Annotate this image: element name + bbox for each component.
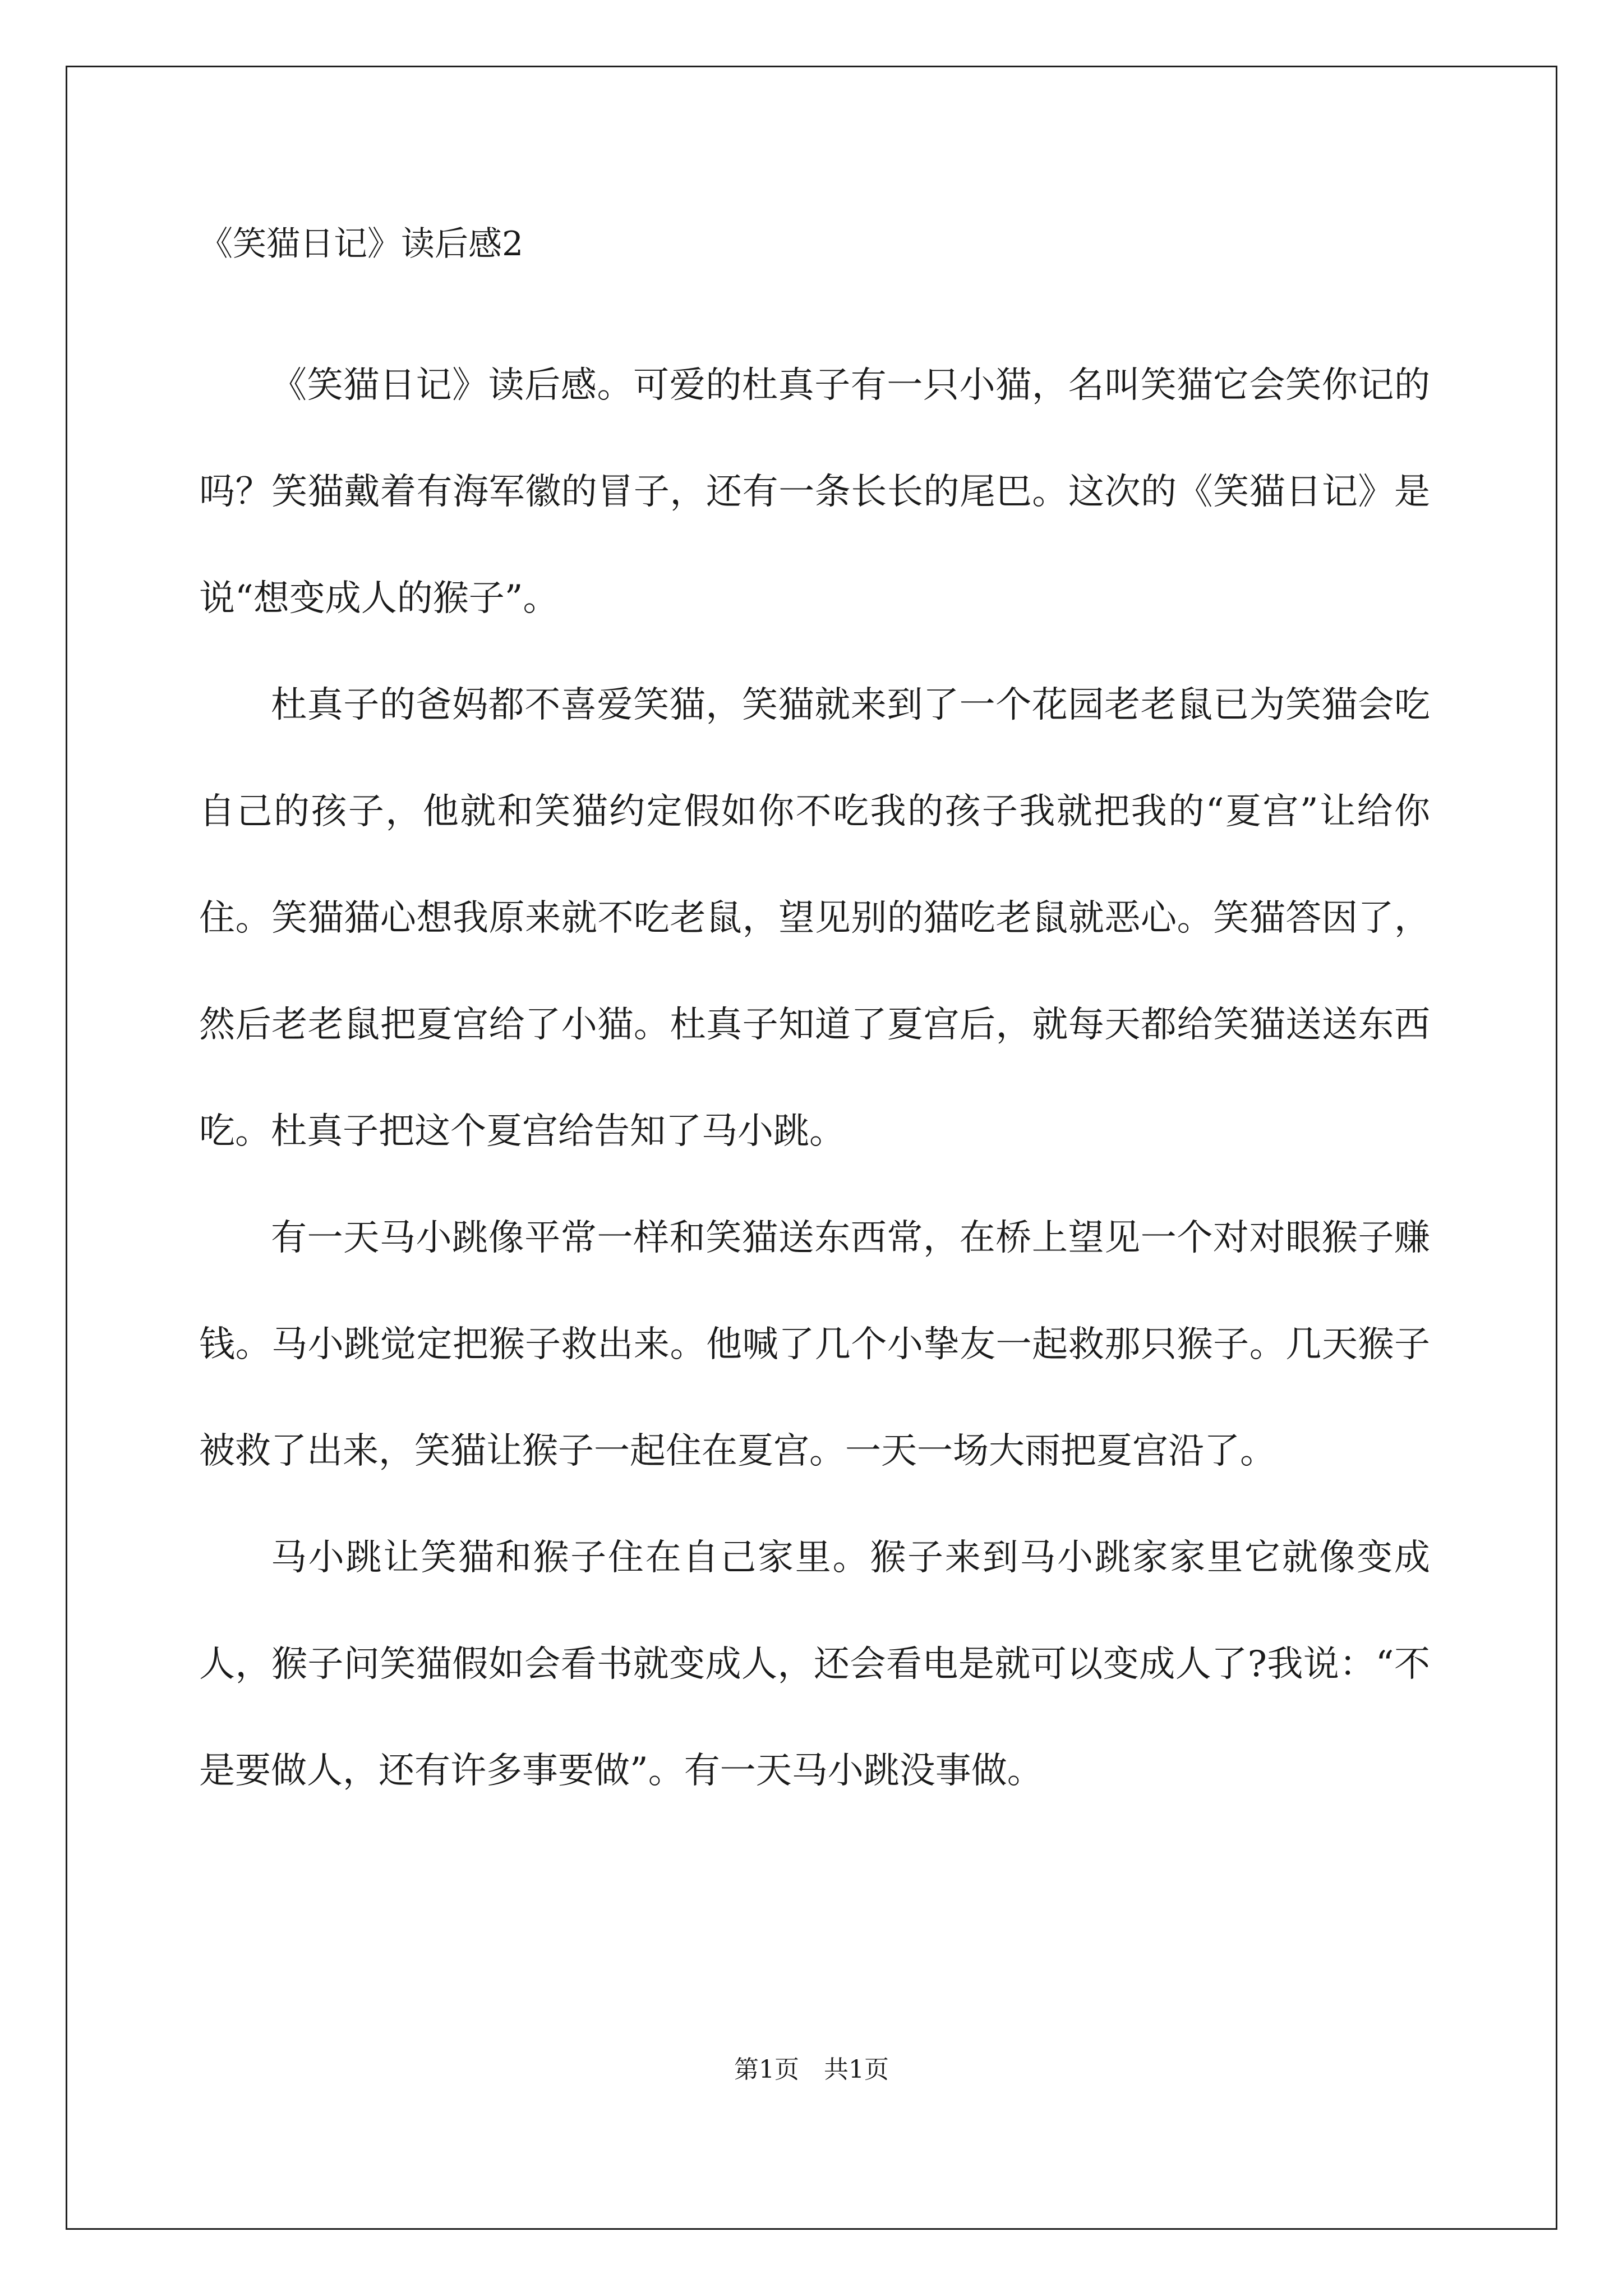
paragraph: 杜真子的爸妈都不喜爱笑猫，笑猫就来到了一个花园老老鼠已为笑猫会吃自己的孩子，他就和笑猫约定假如你不吃我的孩子我就把我的“夏宫”让给你住。笑猫猫心想我原来就不吃老鼠，望见别的猫吃老鼠就恶心。笑猫答因了，然后老老鼠把夏宫给了小猫。杜真子知道了夏宫后，就每天都给笑猫送送东西吃。杜真子把这个夏宫给告知了马小跳。 bbox=[199, 684, 1430, 1152]
paragraph: 有一天马小跳像平常一样和笑猫送东西常，在桥上望见一个对对眼猴子赚钱。马小跳觉定把猴子救出来。他喊了几个小挚友一起救那只猴子。几天猴子被救了出来，笑猫让猴子一起住在夏宫。一天一场大雨把夏宫沿了。 bbox=[199, 1217, 1430, 1472]
document-body bbox=[199, 332, 1430, 1824]
paragraph: 马小跳让笑猫和猴子住在自己家里。猴子来到马小跳家家里它就像变成人，猴子问笑猫假如会看书就变成人，还会看电是就可以变成人了?我说：“不是要做人，还有许多事要做”。有一天马小跳没事做。 bbox=[199, 1537, 1430, 1792]
paragraph: 《笑猫日记》读后感。可爱的杜真子有一只小猫，名叫笑猫它会笑你记的吗？笑猫戴着有海军徽的冒子，还有一条长长的尾巴。这次的《笑猫日记》是说“想变成人的猴子”。 bbox=[199, 365, 1430, 619]
page-number: 第1页 共1页 bbox=[734, 2055, 889, 2084]
document-title: 《笑猫日记》读后感2 bbox=[199, 224, 524, 264]
